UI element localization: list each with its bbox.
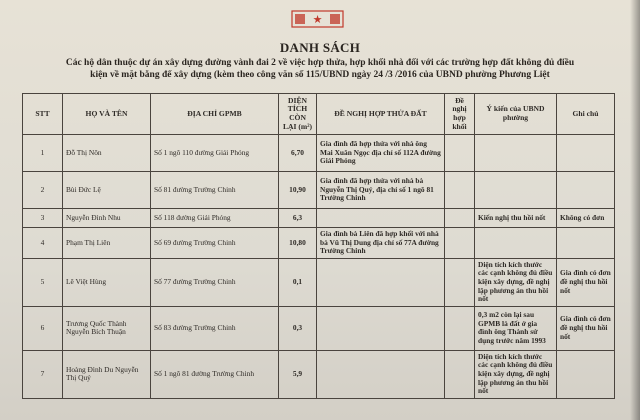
household-table — [22, 93, 615, 399]
cell-merge-block — [445, 306, 475, 350]
cell-area: 5,9 — [279, 350, 317, 398]
cell-ward-opinion: 0,3 m2 còn lại sau GPMB là đất ở gia đình ông Thành sử dụng trước năm 1993 — [475, 306, 557, 350]
cell-name: Bùi Đức Lệ — [63, 172, 151, 209]
table-row — [23, 350, 615, 398]
cell-area: 0,3 — [279, 306, 317, 350]
cell-address: Số 118 đường Giải Phóng — [151, 209, 279, 228]
cell-stt: 5 — [23, 258, 63, 306]
cell-note — [557, 135, 615, 172]
cell-address: Số 1 ngõ 81 đường Trường Chinh — [151, 350, 279, 398]
cell-stt: 4 — [23, 228, 63, 259]
cell-merge-block — [445, 172, 475, 209]
cell-name: Nguyễn Đình Nhu — [63, 209, 151, 228]
cell-stt: 2 — [23, 172, 63, 209]
page-edge-shadow — [630, 0, 640, 420]
col-note: Ghi chú — [557, 94, 615, 135]
red-stamp-logo — [290, 10, 345, 28]
cell-area: 10,80 — [279, 228, 317, 259]
col-stt: STT — [23, 94, 63, 135]
cell-merge-plot — [317, 350, 445, 398]
cell-merge-block — [445, 135, 475, 172]
cell-merge-plot — [317, 306, 445, 350]
cell-address: Số 81 đường Trường Chinh — [151, 172, 279, 209]
cell-ward-opinion — [475, 135, 557, 172]
cell-address: Số 1 ngõ 110 đường Giải Phóng — [151, 135, 279, 172]
col-name: HỌ VÀ TÊN — [63, 94, 151, 135]
cell-area: 6,3 — [279, 209, 317, 228]
cell-merge-plot: Gia đình đã hợp thửa với nhà ông Mai Xuân Ngọc địa chỉ số 112A đường Giải Phóng — [317, 135, 445, 172]
cell-area: 6,70 — [279, 135, 317, 172]
cell-stt: 1 — [23, 135, 63, 172]
cell-address: Số 83 đường Trường Chinh — [151, 306, 279, 350]
cell-note: Gia đình có đơn đề nghị thu hồi nốt — [557, 306, 615, 350]
cell-stt: 3 — [23, 209, 63, 228]
cell-merge-block — [445, 209, 475, 228]
cell-area: 10,90 — [279, 172, 317, 209]
cell-merge-plot: Gia đình bà Liên đã hợp khối với nhà bà Vũ Thị Dung địa chỉ số 77A đường Trường Chinh — [317, 228, 445, 259]
cell-name: Lê Việt Hùng — [63, 258, 151, 306]
cell-merge-block — [445, 228, 475, 259]
cell-stt: 6 — [23, 306, 63, 350]
table-row — [23, 258, 615, 306]
cell-merge-plot — [317, 209, 445, 228]
cell-ward-opinion — [475, 228, 557, 259]
cell-merge-block — [445, 350, 475, 398]
cell-note — [557, 228, 615, 259]
subtitle-line-1: Các hộ dân thuộc dự án xây dựng đường vành đai 2 về việc hợp thửa, hợp khối nhà đối với các trường hợp đất không đủ điều — [65, 58, 575, 68]
document-subtitle — [40, 58, 600, 81]
col-area: DIỆN TÍCH CÒN LẠI (m²) — [279, 94, 317, 135]
cell-merge-plot — [317, 258, 445, 306]
cell-note — [557, 350, 615, 398]
subtitle-line-2: kiện về mặt bằng để xây dựng (kèm theo công văn số 115/UBND ngày 24 /3 /2016 của UBND phường Phương Liệt — [90, 69, 550, 80]
table-row — [23, 209, 615, 228]
col-address: ĐỊA CHỈ GPMB — [151, 94, 279, 135]
cell-name: Đỗ Thị Nõn — [63, 135, 151, 172]
col-ward-opinion: Ý kiến của UBND phường — [475, 94, 557, 135]
cell-name: Hoàng Đình Du Nguyễn Thị Quý — [63, 350, 151, 398]
cell-name: Phạm Thị Liên — [63, 228, 151, 259]
cell-note — [557, 172, 615, 209]
cell-address: Số 77 đường Trường Chinh — [151, 258, 279, 306]
document-title: DANH SÁCH — [279, 40, 361, 55]
cell-ward-opinion: Diện tích kích thước các cạnh không đủ điều kiện xây dựng, đề nghị lập phương án thu hồi nốt — [475, 350, 557, 398]
cell-stt: 7 — [23, 350, 63, 398]
cell-merge-plot: Gia đình đã hợp thửa với nhà bà Nguyễn Thị Quý, địa chỉ số 1 ngõ 81 Trường Chinh — [317, 172, 445, 209]
table-row — [23, 172, 615, 209]
cell-address: Số 69 đường Trường Chinh — [151, 228, 279, 259]
col-merge-block: Đề nghị hợp khối — [445, 94, 475, 135]
table-row — [23, 306, 615, 350]
cell-merge-block — [445, 258, 475, 306]
cell-ward-opinion — [475, 172, 557, 209]
cell-ward-opinion: Kiến nghị thu hồi nốt — [475, 209, 557, 228]
cell-note: Gia đình có đơn đề nghị thu hồi nốt — [557, 258, 615, 306]
cell-area: 0,1 — [279, 258, 317, 306]
cell-name: Trương Quốc Thành Nguyễn Bích Thuận — [63, 306, 151, 350]
cell-note: Không có đơn — [557, 209, 615, 228]
table-header-row — [23, 94, 615, 135]
table-row — [23, 228, 615, 259]
table-row — [23, 135, 615, 172]
stamp-star-glyph: ★ — [312, 13, 323, 26]
cell-ward-opinion: Diện tích kích thước các cạnh không đủ điều kiện xây dựng, đề nghị lập phương án thu hồi nốt — [475, 258, 557, 306]
col-merge-plot: ĐỀ NGHỊ HỢP THỬA ĐẤT — [317, 94, 445, 135]
